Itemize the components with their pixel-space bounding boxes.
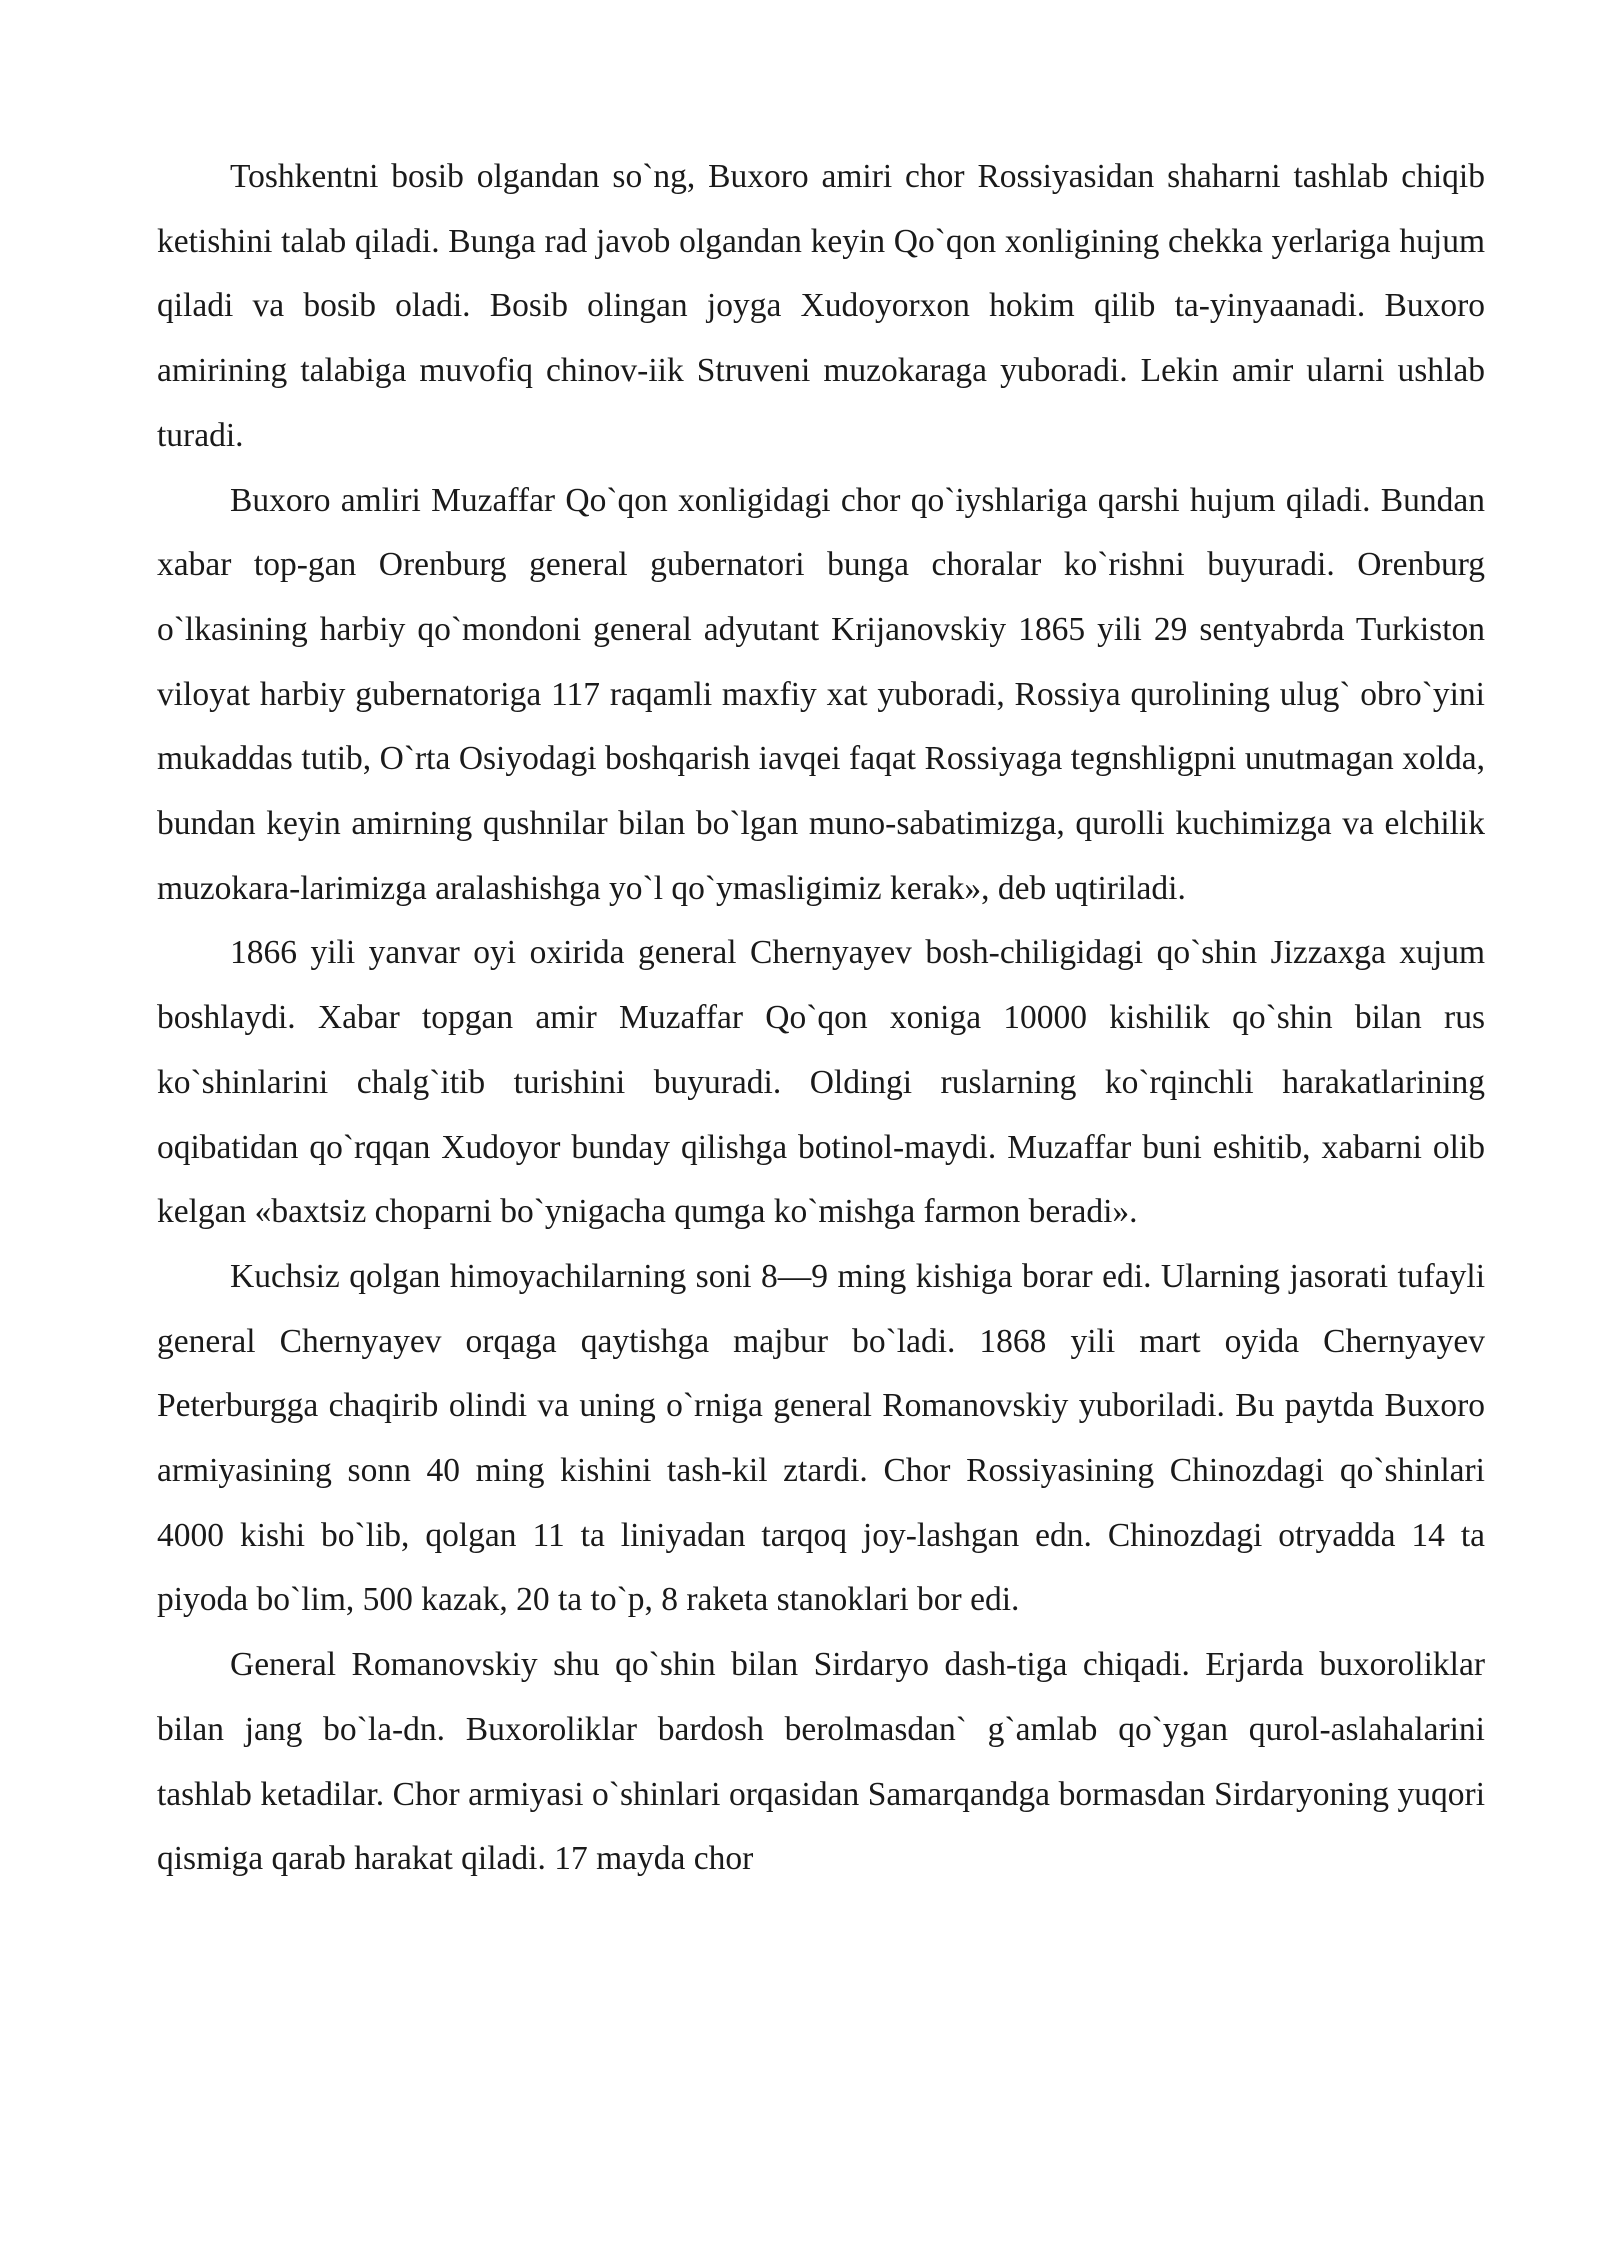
- paragraph-4: Kuchsiz qolgan himoyachilarning soni 8—9 ming kishiga borar edi. Ularning jasorati tufayli general Chernyayev orqaga qaytishga majbur bo`ladi. 1868 yili mart oyida Chernyayev Peterburgga chaqirib olindi va uning o`rniga general Romanovskiy yuboriladi. Bu paytda Buxoro armiyasining sonn 40 ming kishini tash-kil ztardi. Chor Rossiyasining Chinozdagi qo`shinlari 4000 kishi bo`lib, qolgan 11 ta liniyadan tarqoq joy-lashgan edn. Chinozdagi otryadda 14 ta piyoda bo`lim, 500 kazak, 20 ta to`p, 8 raketa stanoklari bor edi.: [157, 1257, 1485, 1619]
- paragraph-1: Toshkentni bosib olgandan so`ng, Buxoro amiri chor Rossiyasidan shaharni tashlab chiqib ketishini talab qiladi. Bunga rad javob olgandan keyin Qo`qon xonligining chekka yerlariga hujum qiladi va bosib oladi. Bosib olingan joyga Xudoyorxon hokim qilib ta-yinyaanadi. Buxoro amirining talabiga muvofiq chinov-iik Struveni muzokaraga yuboradi. Lekin amir ularni ushlab turadi.: [157, 158, 1485, 454]
- paragraph-5: General Romanovskiy shu qo`shin bilan Sirdaryo dash-tiga chiqadi. Erjarda buxoroliklar bilan jang bo`la-dn. Buxoroliklar bardosh berolmasdan` g`amlab qo`ygan qurol-aslahalarini tashlab ketadilar. Chor armiyasi o`shinlari orqasidan Samarqandga bormasdan Sirdaryoning yuqori qismiga qarab harakat qiladi. 17 mayda chor: [157, 1646, 1485, 1878]
- document-body: [157, 145, 1485, 1892]
- paragraph-2: Buxoro amliri Muzaffar Qo`qon xonligidagi chor qo`iyshlariga qarshi hujum qiladi. Bundan xabar top-gan Orenburg general gubernatori bunga choralar ko`rishni buyuradi. Orenburg o`lkasining harbiy qo`mondoni general adyutant Krijanovskiy 1865 yili 29 sentyabrda Turkiston viloyat harbiy gubernatoriga 117 raqamli maxfiy xat yuboradi, Rossiya qurolining ulug` obro`yini mukaddas tutib, O`rta Osiyodagi boshqarish iavqei faqat Rossiyaga tegnshligpni unutmagan xolda, bundan keyin amirning qushnilar bilan bo`lgan muno-sabatimizga, qurolli kuchimizga va elchilik muzokara-larimizga aralashishga yo`l qo`ymasligimiz kerak», deb uqtiriladi.: [157, 481, 1485, 907]
- paragraph-3: 1866 yili yanvar oyi oxirida general Chernyayev bosh-chiligidagi qo`shin Jizzaxga xujum boshlaydi. Xabar topgan amir Muzaffar Qo`qon xoniga 10000 kishilik qo`shin bilan rus ko`shinlarini chalg`itib turishini buyuradi. Oldingi ruslarning ko`rqinchli harakatlarining oqibatidan qo`rqqan Xudoyor bunday qilishga botinol-maydi. Muzaffar buni eshitib, xabarni olib kelgan «baxtsiz choparni bo`ynigacha qumga ko`mishga farmon beradi».: [157, 934, 1485, 1231]
